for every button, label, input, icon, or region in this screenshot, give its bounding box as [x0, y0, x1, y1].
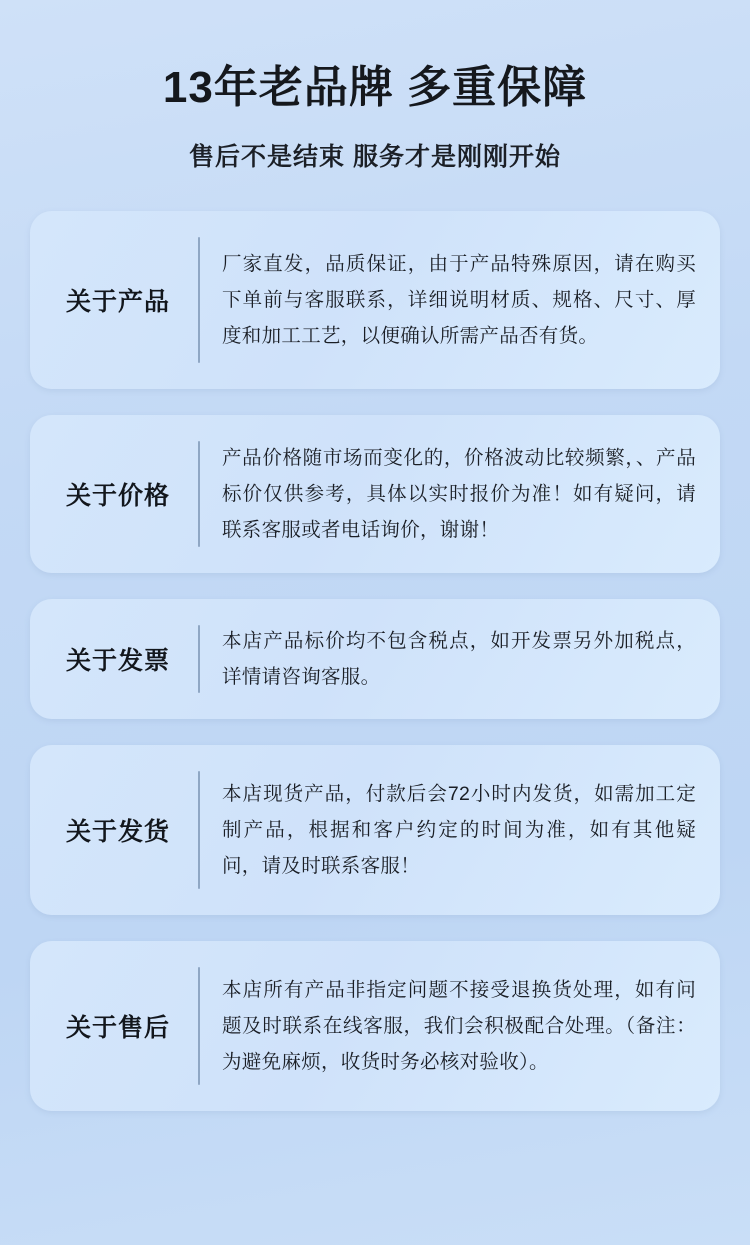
info-card-price: [30, 415, 720, 573]
page-subtitle: 售后不是结束 服务才是刚刚开始: [189, 142, 561, 171]
info-card-invoice: [30, 599, 720, 719]
info-card-label: 关于产品: [65, 287, 170, 316]
info-card-text: 本店现货产品，付款后会72小时内发货，如需加工定制产品，根据和客户约定的时间为准，如有其他疑问，请及时联系客服！: [222, 782, 696, 877]
info-card-text: 本店产品标价均不包含税点，如开发票另外加税点，详情请咨询客服。: [222, 629, 696, 688]
page-header: [0, 0, 750, 173]
info-card-product: [30, 211, 720, 389]
info-card-label: 关于发货: [65, 817, 170, 846]
info-card-list: [0, 211, 750, 1111]
info-card-text: 本店所有产品非指定问题不接受退换货处理，如有问题及时联系在线客服，我们会积极配合处理。（备注：为避免麻烦，收货时务必核对验收）。: [222, 978, 696, 1073]
info-card-text: 产品价格随市场而变化的，价格波动比较频繁，、产品标价仅供参考，具体以实时报价为准！如有疑问，请联系客服或者电话询价，谢谢！: [222, 446, 696, 541]
info-card-shipping: [30, 745, 720, 915]
info-card-label: 关于价格: [65, 481, 170, 510]
info-card-label: 关于发票: [65, 646, 170, 675]
page-title: 13年老品牌 多重保障: [162, 63, 588, 112]
info-card-after-sales: [30, 941, 720, 1111]
info-card-text: 厂家直发，品质保证，由于产品特殊原因，请在购买下单前与客服联系，详细说明材质、规格、尺寸、厚度和加工工艺，以便确认所需产品否有货。: [222, 252, 696, 347]
info-card-label: 关于售后: [65, 1013, 170, 1042]
